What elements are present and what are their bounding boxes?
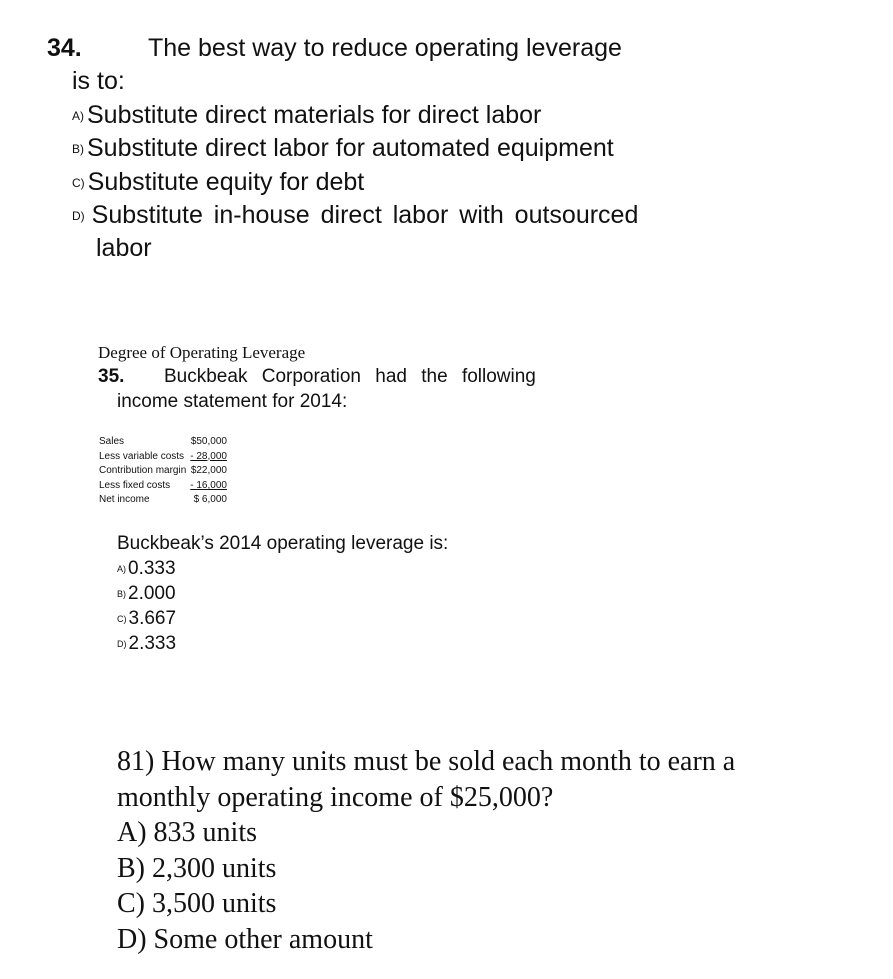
q81-option-c: C) 3,500 units xyxy=(117,888,277,919)
q34-option-d-text: Substitute in-house direct labor with outsourced xyxy=(91,201,639,229)
q81-stem-line2: monthly operating income of $25,000? xyxy=(117,782,554,813)
q81-option-a: A) 833 units xyxy=(117,817,257,848)
q34-option-d-continuation: labor xyxy=(96,234,152,262)
q35-option-d xyxy=(117,633,176,655)
q35-option-d-text: 2.333 xyxy=(128,633,177,654)
q34-option-b-text: Substitute direct labor for automated equipment xyxy=(87,134,614,162)
q34-option-c-text: Substitute equity for debt xyxy=(87,168,365,196)
statement-row-variable-costs xyxy=(99,450,227,465)
statement-label: Less fixed costs xyxy=(99,479,171,491)
q35-option-b-text: 2.000 xyxy=(128,583,176,604)
q35-question: Buckbeak’s 2014 operating leverage is: xyxy=(117,533,449,554)
q35-stem-line2: income statement for 2014: xyxy=(117,391,348,412)
q34-option-b-label: B) xyxy=(72,142,84,157)
q34-option-a-text: Substitute direct materials for direct labor xyxy=(87,101,542,129)
q35-option-c-label: C) xyxy=(117,613,127,624)
statement-row-sales xyxy=(99,435,227,450)
q35-number: 35. xyxy=(98,366,125,387)
q34-stem-line1: The best way to reduce operating leverage xyxy=(148,34,622,62)
q34-option-a-label: A) xyxy=(72,109,84,124)
statement-amount: $50,000 xyxy=(190,436,227,447)
q35-stem-line1: Buckbeak Corporation had the following xyxy=(164,366,536,387)
q81-stem-line1: 81) How many units must be sold each month to earn a xyxy=(117,746,736,777)
q35-option-a-text: 0.333 xyxy=(128,558,176,579)
statement-label: Sales xyxy=(99,436,125,447)
q35-option-c-text: 3.667 xyxy=(128,608,177,629)
statement-label: Net income xyxy=(99,494,150,506)
q35-option-b-label: B) xyxy=(117,588,126,599)
q35-option-b xyxy=(117,583,176,605)
q34-option-c xyxy=(72,168,364,197)
statement-amount: - 16,000 xyxy=(190,479,227,491)
q34-number: 34. xyxy=(47,34,82,62)
statement-row-fixed-costs xyxy=(99,479,227,494)
section-title: Degree of Operating Leverage xyxy=(98,343,306,362)
q34-option-b xyxy=(72,134,614,163)
q34-option-d xyxy=(72,201,638,230)
q81-option-d: D) Some other amount xyxy=(117,924,373,955)
q81-option-b: B) 2,300 units xyxy=(117,853,277,884)
q35-option-a-label: A) xyxy=(117,563,126,574)
q34-option-d-label: D) xyxy=(72,209,85,224)
q34-option-c-label: C) xyxy=(72,176,85,191)
statement-amount: $22,000 xyxy=(190,465,227,477)
q34-option-a xyxy=(72,101,541,130)
statement-row-contribution-margin xyxy=(99,464,227,479)
statement-row-net-income xyxy=(99,493,227,508)
statement-amount: - 28,000 xyxy=(190,450,227,462)
income-statement xyxy=(99,435,227,508)
q35-option-d-label: D) xyxy=(117,638,127,649)
q35-option-a xyxy=(117,558,176,580)
q34-stem-line2: is to: xyxy=(72,67,125,95)
statement-label: Less variable costs xyxy=(99,450,185,462)
statement-label: Contribution margin xyxy=(99,465,187,477)
q35-option-c xyxy=(117,608,176,630)
statement-amount: $ 6,000 xyxy=(193,494,227,506)
